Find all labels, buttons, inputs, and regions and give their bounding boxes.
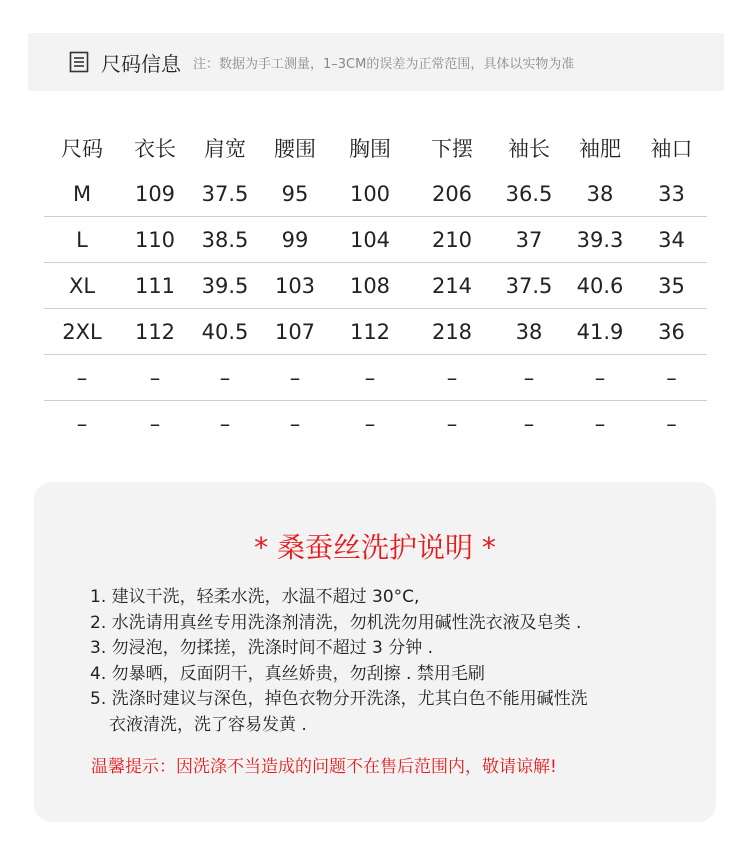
table-cell: – bbox=[219, 411, 231, 436]
table-row bbox=[44, 401, 707, 447]
table-cell: – bbox=[364, 411, 376, 436]
table-cell: L bbox=[44, 217, 120, 263]
table-row bbox=[44, 217, 707, 263]
column-header: 袖长 bbox=[508, 137, 550, 161]
care-item-continuation: 衣液清洗，洗了容易发黄 . bbox=[109, 714, 307, 735]
table-cell: 33 bbox=[636, 171, 707, 217]
table-cell: – bbox=[260, 355, 330, 401]
care-item: 4. 勿暴晒，反面阴干，真丝娇贵，勿刮擦 . 禁用毛刷 bbox=[90, 663, 485, 684]
table-cell: – bbox=[44, 355, 120, 401]
table-cell: 206 bbox=[410, 171, 494, 217]
table-row bbox=[44, 355, 707, 401]
size-info-header bbox=[28, 33, 724, 91]
table-cell: 36 bbox=[636, 309, 707, 355]
table-cell: 38.5 bbox=[190, 217, 260, 263]
table-cell: 41.9 bbox=[564, 309, 636, 355]
care-warning: 温馨提示：因洗涤不当造成的问题不在售后范围内，敬请谅解! bbox=[91, 757, 557, 777]
table-cell: 99 bbox=[260, 217, 330, 263]
table-cell: 38 bbox=[494, 309, 564, 355]
table-cell: – bbox=[594, 411, 606, 436]
table-cell: – bbox=[190, 355, 260, 401]
care-item: 3. 勿浸泡，勿揉搓，洗涤时间不超过 3 分钟 . bbox=[90, 638, 434, 658]
table-cell: 112 bbox=[330, 309, 410, 355]
table-cell: – bbox=[446, 411, 458, 436]
column-header: 尺码 bbox=[61, 137, 103, 161]
care-list bbox=[90, 585, 690, 738]
column-header: 下摆 bbox=[431, 137, 473, 161]
care-item: 1. 建议干洗，轻柔水洗，水温不超过 30°C, bbox=[90, 587, 420, 607]
column-header: 肩宽 bbox=[204, 137, 246, 161]
size-table bbox=[44, 125, 707, 446]
header-note: 注：数据为手工测量，1–3CM的误差为正常范围，具体以实物为准 bbox=[193, 56, 575, 72]
table-cell: – bbox=[289, 411, 301, 436]
table-cell: 34 bbox=[636, 217, 707, 263]
table-cell: M bbox=[44, 171, 120, 217]
table-cell: 111 bbox=[120, 263, 190, 309]
header-title: 尺码信息 bbox=[101, 51, 181, 76]
care-instructions-panel bbox=[34, 482, 716, 822]
table-cell: 218 bbox=[410, 309, 494, 355]
table-cell: 36.5 bbox=[494, 171, 564, 217]
table-cell: – bbox=[636, 355, 707, 401]
table-cell: – bbox=[76, 411, 88, 436]
table-cell: 35 bbox=[636, 263, 707, 309]
table-cell: 37 bbox=[494, 217, 564, 263]
column-header: 胸围 bbox=[349, 137, 391, 161]
table-row bbox=[44, 263, 707, 309]
table-cell: 37.5 bbox=[190, 171, 260, 217]
table-cell: 112 bbox=[120, 309, 190, 355]
care-item bbox=[90, 687, 690, 738]
table-cell: 109 bbox=[120, 171, 190, 217]
table-cell: 38 bbox=[564, 171, 636, 217]
care-item-line: 5. 洗涤时建议与深色，掉色衣物分开洗涤，尤其白色不能用碱性洗 bbox=[90, 689, 588, 709]
table-cell: 40.6 bbox=[564, 263, 636, 309]
table-cell: 108 bbox=[330, 263, 410, 309]
table-cell: 103 bbox=[260, 263, 330, 309]
column-header: 袖肥 bbox=[579, 137, 621, 161]
table-cell: 2XL bbox=[44, 309, 120, 355]
table-cell: – bbox=[523, 411, 535, 436]
table-cell: – bbox=[564, 355, 636, 401]
column-header: 袖口 bbox=[650, 137, 693, 161]
care-item: 2. 水洗请用真丝专用洗涤剂清洗，勿机洗勿用碱性洗衣液及皂类 . bbox=[90, 612, 582, 633]
table-header-row bbox=[44, 125, 707, 171]
column-header: 腰围 bbox=[274, 137, 316, 161]
table-cell: – bbox=[120, 355, 190, 401]
table-cell: 39.3 bbox=[564, 217, 636, 263]
table-cell: – bbox=[330, 355, 410, 401]
table-cell: 100 bbox=[330, 171, 410, 217]
table-cell: 40.5 bbox=[190, 309, 260, 355]
table-cell: 214 bbox=[410, 263, 494, 309]
table-cell: – bbox=[410, 355, 494, 401]
table-cell: – bbox=[494, 355, 564, 401]
table-cell: 104 bbox=[330, 217, 410, 263]
table-cell: XL bbox=[44, 263, 120, 309]
table-cell: 210 bbox=[410, 217, 494, 263]
table-row bbox=[44, 171, 707, 217]
table-cell: 110 bbox=[120, 217, 190, 263]
table-cell: 37.5 bbox=[494, 263, 564, 309]
list-document-icon bbox=[69, 51, 89, 73]
table-row bbox=[44, 309, 707, 355]
care-title: * 桑蚕丝洗护说明 * bbox=[254, 531, 496, 564]
table-cell: 95 bbox=[260, 171, 330, 217]
table-cell: – bbox=[149, 411, 161, 436]
table-cell: 39.5 bbox=[190, 263, 260, 309]
table-cell: – bbox=[666, 411, 677, 436]
column-header: 衣长 bbox=[134, 137, 176, 161]
table-cell: 107 bbox=[260, 309, 330, 355]
